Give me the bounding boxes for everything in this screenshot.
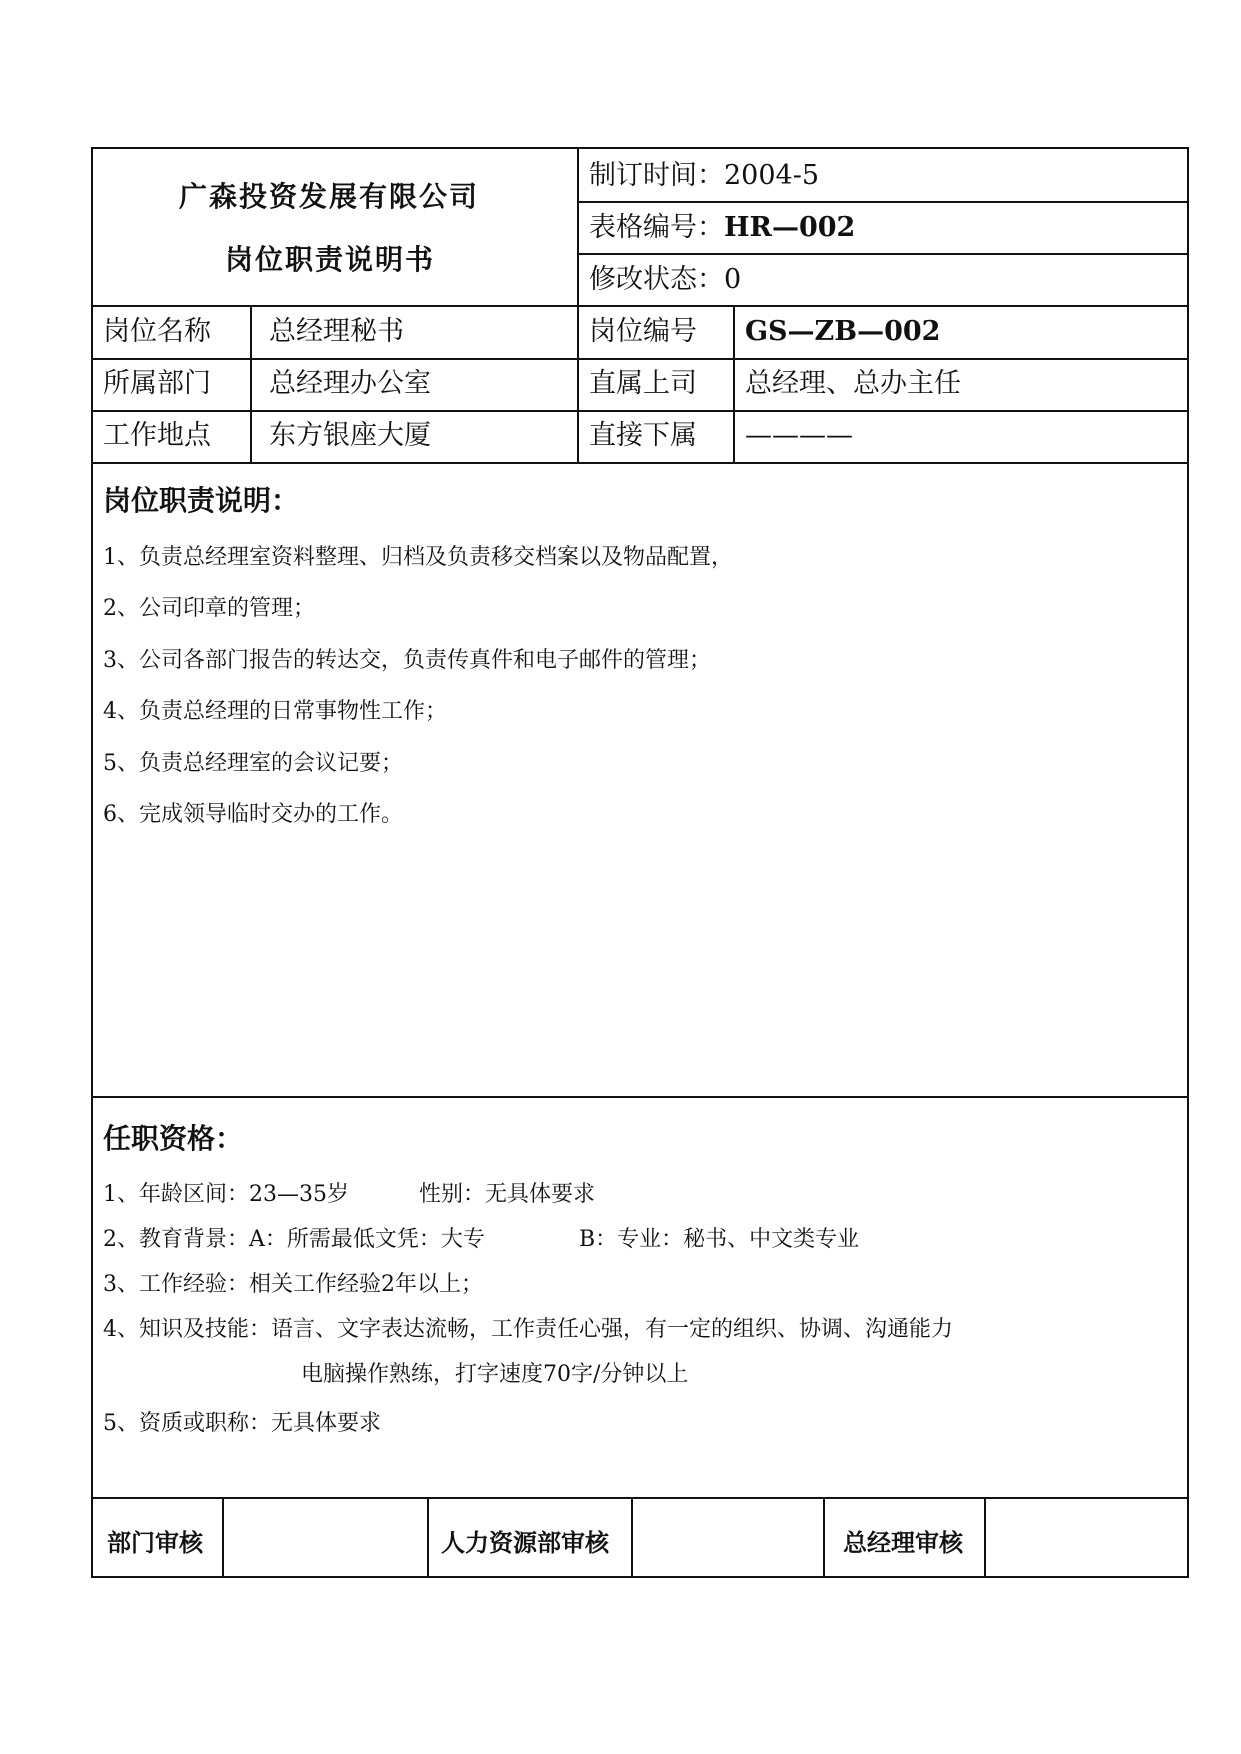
revision-status-label: 修改状态： [589,264,724,295]
qualification-experience: 3、工作经验：相关工作经验2年以上； [103,1272,483,1297]
form-number-value: HR—002 [724,212,856,243]
form-number [589,211,855,245]
subordinate-value: ———— [745,420,853,451]
revision-time [589,159,819,193]
duty-item: 6、完成领导临时交办的工作。 [103,802,403,827]
form-number-label: 表格编号： [589,212,724,243]
dept-review-signature-field[interactable] [224,1499,425,1576]
qualification-gender: 性别：无具体要求 [419,1182,596,1207]
location-label: 工作地点 [103,420,211,451]
location-value: 东方银座大厦 [269,420,431,451]
hr-review-signature-field[interactable] [633,1499,821,1576]
subordinate-label: 直接下属 [589,420,697,451]
duty-item: 1、负责总经理室资料整理、归档及负责移交档案以及物品配置， [103,545,733,570]
duties-heading: 岗位职责说明： [103,484,300,517]
qualification-education-a: 2、教育背景：A：所需最低文凭：大专 [103,1227,485,1252]
job-description-form [91,147,1189,1578]
position-number-value: GS—ZB—002 [745,316,941,347]
department-label: 所属部门 [103,368,211,399]
gm-review-label: 总经理审核 [843,1528,963,1557]
department-value: 总经理办公室 [269,368,431,399]
company-name: 广森投资发展有限公司 [179,180,480,213]
hr-review-label: 人力资源部审核 [441,1528,609,1557]
document-title: 岗位职责说明书 [225,243,436,276]
duty-item: 5、负责总经理室的会议记要； [103,751,403,776]
position-name-value: 总经理秘书 [269,316,404,347]
qualification-skills: 4、知识及技能：语言、文字表达流畅，工作责任心强，有一定的组织、协调、沟通能力 [103,1317,953,1342]
superior-value: 总经理、总办主任 [745,368,961,399]
qualifications-heading: 任职资格： [103,1122,244,1155]
gm-review-signature-field[interactable] [986,1499,1189,1576]
qualification-skills-cont: 电脑操作熟练，打字速度70字/分钟以上 [301,1362,689,1387]
qualification-education-b: B：专业：秘书、中文类专业 [579,1227,860,1252]
duty-item: 4、负责总经理的日常事物性工作； [103,699,447,724]
dept-review-label: 部门审核 [107,1528,203,1557]
revision-time-value: 2004-5 [724,160,820,191]
duty-item: 3、公司各部门报告的转达交，负责传真件和电子邮件的管理； [103,648,711,673]
position-number-label: 岗位编号 [589,316,697,347]
qualification-age: 1、年龄区间：23—35岁 [103,1182,349,1207]
revision-status-value: 0 [724,264,742,295]
position-name-label: 岗位名称 [103,316,211,347]
qualification-certification: 5、资质或职称：无具体要求 [103,1411,381,1436]
duty-item: 2、公司印章的管理； [103,596,315,621]
revision-status [589,263,741,297]
revision-time-label: 制订时间： [589,160,724,191]
superior-label: 直属上司 [589,368,697,399]
